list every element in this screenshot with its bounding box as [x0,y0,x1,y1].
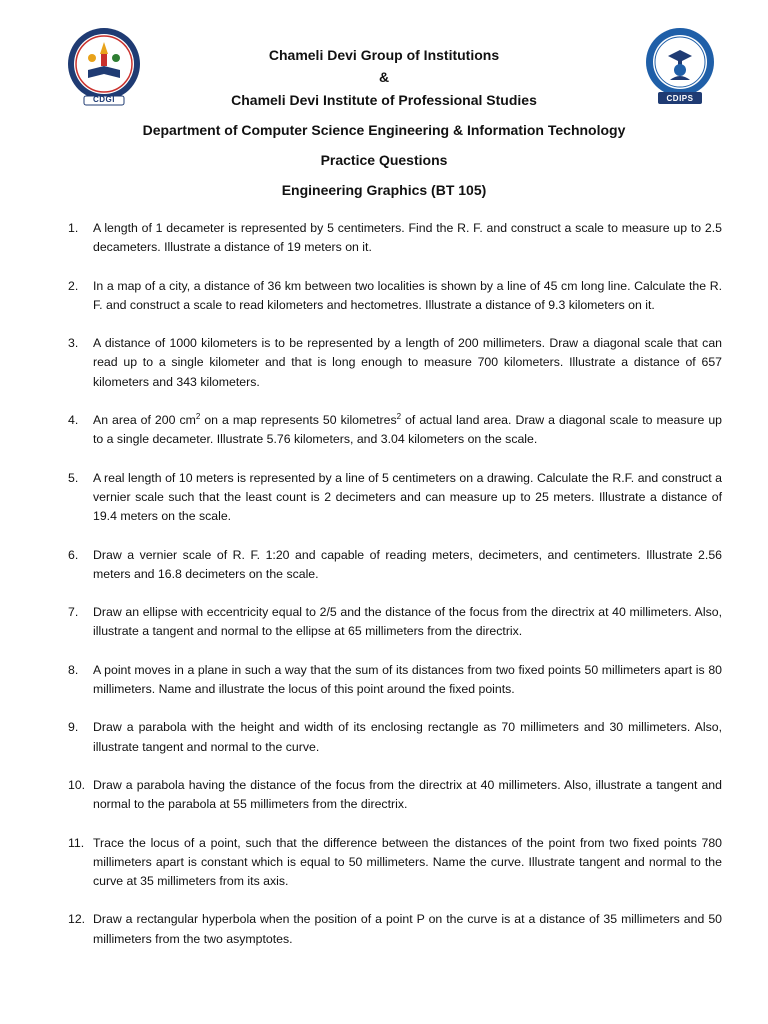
question-text: A length of 1 decameter is represented by 5 centimeters. Find the R. F. and construct a scale to measure up to 2.5 decameters. Illustrate a distance of 19 meters on it. [93,221,722,255]
cdgi-caption: CDGI [93,95,115,104]
institution-name: Chameli Devi Group of Institutions [268,47,500,63]
question-number: 12. [68,912,86,927]
question-item [68,334,722,392]
question-text: A point moves in a plane in such a way that the sum of its distances from two fixed points 50 millimeters apart is 80 millimeters. Name and illustrate the locus of this point around the fixed points. [93,662,722,697]
question-text: A real length of 10 meters is represented by a line of 5 centimeters on a drawing. Calculate the R.F. and construct a vernier scale such that the least count is 2 decimeters and can measure up to 25 meters. Illustrate a distance of 19.4 meters on the scale. [93,470,722,524]
question-item [68,834,722,892]
question-number: 8. [68,662,79,677]
question-item [68,219,722,258]
question-item [68,277,722,316]
question-item [68,546,722,585]
question-text: In a map of a city, a distance of 36 km between two localities is shown by a line of 45 cm long line. Calculate the R. F. and construct a scale to read kilometers and hectometres. Illustrate a distance of 9.3 kilometers on it. [93,278,722,312]
question-item [68,469,722,527]
question-number: 6. [68,547,79,562]
superscript: 2 [195,411,201,421]
question-number: 9. [68,720,79,735]
question-text-a: An area of 200 cm [93,413,196,428]
question-number: 3. [68,336,79,351]
question-number: 5. [68,470,79,485]
question-item [68,776,722,815]
question-item [68,603,722,642]
question-item [68,411,722,450]
question-item [68,661,722,700]
question-text: Draw a vernier scale of R. F. 1:20 and capable of reading meters, decimeters, and centimeters. Illustrate 2.56 meters and 16.8 decimeters on the scale. [93,547,722,581]
institute-name: Chameli Devi Institute of Professional Studies [231,92,537,108]
question-text: Draw an ellipse with eccentricity equal to 2/5 and the distance of the focus from the directrix at 40 millimeters. Also, illustrate a tangent and normal to the ellipse at 65 millimeters from the directrix. [93,605,722,639]
question-text: Trace the locus of a point, such that the difference between the distances of the point from two fixed points 780 millimeters apart is constant which is equal to 50 millimeters. Name the curve. Illustrate tangent and normal to the curve at 35 millimeters from its axis. [93,835,722,889]
cdips-caption: CDIPS [666,94,694,103]
ampersand: & [378,69,390,85]
question-text-c: of actual land area. Draw a diagonal scale to measure up to a single decameter. Illustrate 5.76 kilometers, and 3.04 kilometers on the scale. [93,413,723,447]
question-text-b: on a map represents 50 kilometres [200,413,397,428]
question-number: 1. [68,221,79,235]
question-number: 4. [68,413,79,428]
department-name: Department of Computer Science Engineering & Information Technology [142,122,626,138]
question-number: 2. [68,278,79,293]
question-number: 10. [68,777,86,792]
question-item [68,910,722,949]
question-item [68,718,722,757]
question-text: Draw a parabola with the height and width of its enclosing rectangle as 70 millimeters and 30 millimeters. Also, illustrate tangent and normal to the curve. [93,720,722,754]
superscript: 2 [396,411,402,421]
document-title: Practice Questions [320,152,448,168]
question-list [68,219,722,949]
question-number: 7. [68,605,79,620]
question-number: 11. [68,835,85,850]
course-title: Engineering Graphics (BT 105) [281,182,487,198]
question-text: Draw a parabola having the distance of the focus from the directrix at 40 millimeters. Also, illustrate a tangent and normal to the parabola at 55 millimeters from the directrix. [93,777,722,812]
question-text: A distance of 1000 kilometers is to be represented by a length of 200 millimeters. Draw a diagonal scale that can read up to a single kilometer and that is long enough to measure 700 kilometers. Illustrate a distance of 657 kilometers and 343 kilometers. [93,336,722,389]
question-text: Draw a rectangular hyperbola when the position of a point P on the curve is at a distance of 35 millimeters and 50 millimeters from the two asymptotes. [93,912,722,946]
